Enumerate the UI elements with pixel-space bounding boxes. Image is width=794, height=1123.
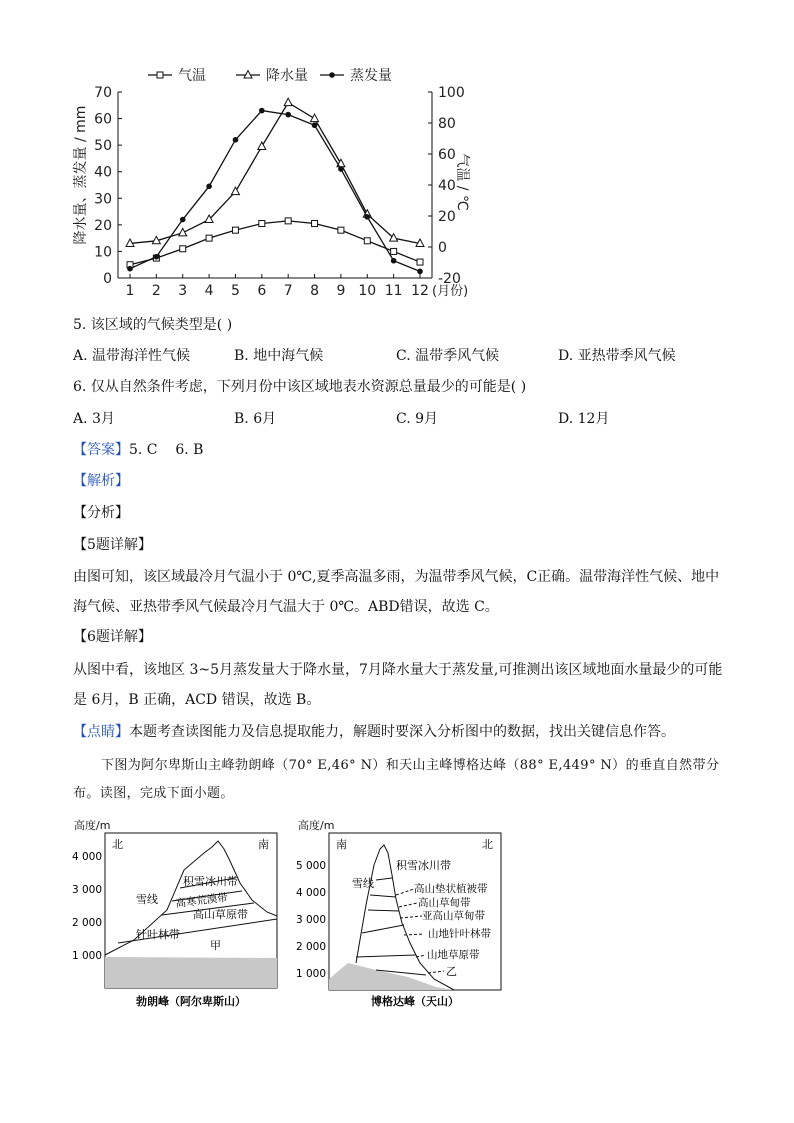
series-3-point: [127, 266, 133, 272]
y-left-tick-label: 60: [94, 111, 112, 128]
q6-stem: 6. 仅从自然条件考虑，下列月份中该区域地表水资源总量最少的可能是( ): [73, 379, 527, 395]
right-fig-caption: 博格达峰（天山）: [371, 995, 459, 1008]
chart-legend: [148, 67, 392, 84]
series-2-point: [311, 114, 319, 122]
right-fig-zone-line: [370, 895, 396, 897]
series-1-point: [338, 227, 344, 233]
legend-marker: [244, 71, 252, 79]
right-fig-zone-line: [362, 925, 404, 933]
series-3-point: [312, 122, 318, 128]
series-2-point: [231, 187, 239, 195]
x-tick-label: 1: [125, 283, 135, 299]
series-2-point: [284, 98, 292, 106]
right-fig-label-alpine-meadow: 高山草甸带: [418, 897, 471, 909]
left-fig-label-snowline: 雪线: [136, 893, 158, 906]
legend-marker: [157, 72, 163, 78]
series-3-point: [417, 269, 423, 275]
y-right-tick-label: 60: [438, 147, 456, 163]
left-fig-label-jia: 甲: [210, 939, 221, 952]
y-right-tick-label: 80: [438, 116, 456, 132]
series-3-point: [154, 254, 160, 260]
series-1-point: [417, 259, 423, 265]
x-tick-label: 5: [230, 283, 240, 299]
right-fig-leader-line: [400, 916, 422, 918]
left-fig-north: 北: [112, 838, 123, 851]
intro-text: 下图为阿尔卑斯山主峰勃朗峰（70° E,46° N）和天山主峰博格达峰（88° E,449° N）的垂直自然带分布。读图，完成下面小题。: [73, 758, 720, 801]
left-fig-label-meadow: 高山草原带: [193, 908, 248, 921]
series-3-point: [233, 137, 239, 143]
y-left-tick-label: 70: [94, 85, 112, 101]
right-fig-label-steppe: 山地草原带: [427, 949, 480, 961]
left-fig-south: 南: [258, 838, 269, 851]
answer-tag: 【答案】: [73, 442, 129, 458]
right-fig-leader-line: [396, 889, 414, 895]
q6-option-d: D. 12月: [558, 411, 610, 427]
y-right-tick-label: -20: [438, 271, 461, 287]
y-axis-left-title: 降水量、蒸发量 / mm: [73, 105, 89, 245]
dianjing-text: 本题考查读图能力及信息提取能力，解题时要深入分析图中的数据，找出关键信息作答。: [129, 724, 675, 740]
right-fig-label-forest: 山地针叶林带: [428, 928, 491, 940]
x-tick-label: 3: [178, 283, 188, 299]
left-fig-ground: [105, 957, 277, 988]
series-1-point: [391, 248, 397, 254]
dianjing-line: [73, 722, 675, 742]
series-1-point: [232, 227, 238, 233]
series-3-point: [338, 166, 344, 172]
x-tick-label: 6: [257, 283, 267, 299]
right-fig-north: 北: [482, 838, 493, 851]
y-right-tick-label: 0: [438, 240, 447, 256]
q5-stem: 5. 该区域的气候类型是( ): [73, 317, 233, 333]
series-1-point: [180, 246, 186, 252]
right-fig-leader-line: [416, 955, 426, 957]
legend-label: 降水量: [266, 68, 308, 84]
y-left-tick-label: 20: [94, 217, 112, 234]
x-tick-label: 11: [384, 283, 403, 299]
right-fig-label-snowline: 雪线: [352, 877, 374, 890]
left-fig-label-forest: 针叶林带: [136, 928, 180, 941]
dianjing-tag: 【点睛】: [73, 724, 129, 740]
q6-detail-text: 从图中看，该地区 3~5月蒸发量大于降水量，7月降水量大于蒸发量,可推测出该区域地面水量最少的可能是 6月，B 正确，ACD 错误，故选 B。: [73, 662, 723, 708]
right-fig-ytick: 3 000: [296, 914, 326, 926]
y-right-tick-label: 100: [438, 85, 465, 101]
series-3-point: [206, 184, 212, 190]
right-fig-snowline: [376, 878, 392, 880]
y-left-tick-label: 10: [94, 244, 112, 261]
answer-line: [73, 440, 203, 460]
climate-chart: [60, 60, 500, 305]
x-tick-label: 2: [151, 283, 161, 299]
q5-option-c: C. 温带季风气候: [396, 348, 500, 364]
left-fig-ytick: 2 000: [72, 917, 102, 929]
chart-frame: [118, 92, 432, 278]
chart-series: [126, 98, 424, 274]
series-3-point: [285, 112, 291, 118]
x-tick-label: 9: [336, 283, 346, 299]
mont-blanc-figure: [72, 815, 292, 1015]
right-fig-south: 南: [336, 838, 347, 851]
left-fig-caption: 勃朗峰（阿尔卑斯山）: [136, 995, 246, 1008]
series-1-point: [206, 235, 212, 241]
q5-option-d: D. 亚热带季风气候: [558, 348, 676, 364]
x-axis-unit: (月份): [432, 284, 469, 299]
left-fig-ytick: 4 000: [72, 851, 102, 863]
left-fig-label-desert: 高寒荒漠带: [174, 891, 229, 910]
x-tick-label: 4: [204, 283, 214, 299]
q6-option-b: B. 6月: [234, 411, 277, 427]
series-3-point: [391, 258, 397, 264]
analysis-tag: 【解析】: [73, 473, 129, 489]
y-right-tick-label: 40: [438, 178, 456, 194]
right-fig-label-cushion: 高山垫状植被带: [414, 883, 488, 895]
x-tick-label: 12: [411, 283, 429, 299]
y-axis-right-title: 气温 / ℃: [454, 153, 470, 211]
left-fig-ytick: 1 000: [72, 950, 102, 962]
y-right-tick-label: 20: [438, 209, 456, 225]
left-fig-ylabel: 高度/m: [74, 819, 111, 832]
y-left-tick-label: 30: [94, 191, 112, 208]
answer-text: 5. C 6. B: [129, 442, 204, 458]
right-fig-ytick: 4 000: [296, 887, 326, 899]
chart-ticks: [94, 85, 468, 299]
legend-label: 蒸发量: [350, 68, 392, 84]
legend-marker: [329, 72, 335, 78]
q6-option-c: C. 9月: [396, 411, 439, 427]
x-tick-label: 10: [358, 283, 377, 299]
right-fig-label-yi: 乙: [446, 965, 457, 978]
right-fig-ytick: 5 000: [296, 860, 326, 872]
series-1-point: [285, 218, 291, 224]
right-fig-zone-line: [368, 910, 399, 911]
right-fig-zone-line: [356, 955, 416, 957]
right-fig-leader-line: [428, 971, 444, 973]
series-2-point: [258, 142, 266, 150]
q5-detail-text: 由图可知，该区域最冷月气温小于 0℃,夏季高温多雨，为温带季风气候，C正确。温带海洋性气候、地中海气候、亚热带季风气候最冷月气温大于 0℃。ABD错误，故选 C。: [73, 569, 720, 615]
series-line-1: [130, 221, 420, 265]
y-left-tick-label: 0: [103, 271, 112, 287]
q6-option-a: A. 3月: [73, 411, 115, 427]
bogda-figure: [296, 815, 506, 1015]
q6-detail-tag: 【6题详解】: [73, 629, 152, 645]
right-fig-leader-line: [399, 903, 417, 907]
fenxi-tag: 【分析】: [73, 505, 129, 521]
y-left-tick-label: 40: [94, 164, 112, 181]
left-fig-label-glacier: 积雪冰川带: [183, 875, 238, 888]
legend-label: 气温: [178, 68, 206, 84]
q5-detail-tag: 【5题详解】: [73, 537, 152, 553]
right-fig-ytick: 2 000: [296, 941, 326, 953]
right-fig-ground: [329, 963, 454, 990]
series-1-point: [312, 221, 318, 227]
series-1-point: [364, 238, 370, 244]
right-fig-ytick: 1 000: [296, 968, 326, 980]
x-tick-label: 8: [310, 283, 320, 299]
series-3-point: [259, 108, 265, 114]
right-fig-label-subalpine-meadow: 亚高山草甸带: [422, 910, 485, 922]
q5-option-b: B. 地中海气候: [234, 348, 324, 364]
series-1-point: [259, 221, 265, 227]
series-3-point: [180, 217, 186, 223]
right-fig-ylabel: 高度/m: [298, 819, 335, 832]
left-fig-ytick: 3 000: [72, 884, 102, 896]
series-3-point: [364, 214, 370, 220]
q5-option-a: A. 温带海洋性气候: [73, 348, 191, 364]
right-fig-label-glacier: 积雪冰川带: [396, 859, 451, 872]
y-left-tick-label: 50: [94, 138, 112, 155]
series-line-3: [130, 111, 420, 272]
x-tick-label: 7: [283, 283, 293, 299]
